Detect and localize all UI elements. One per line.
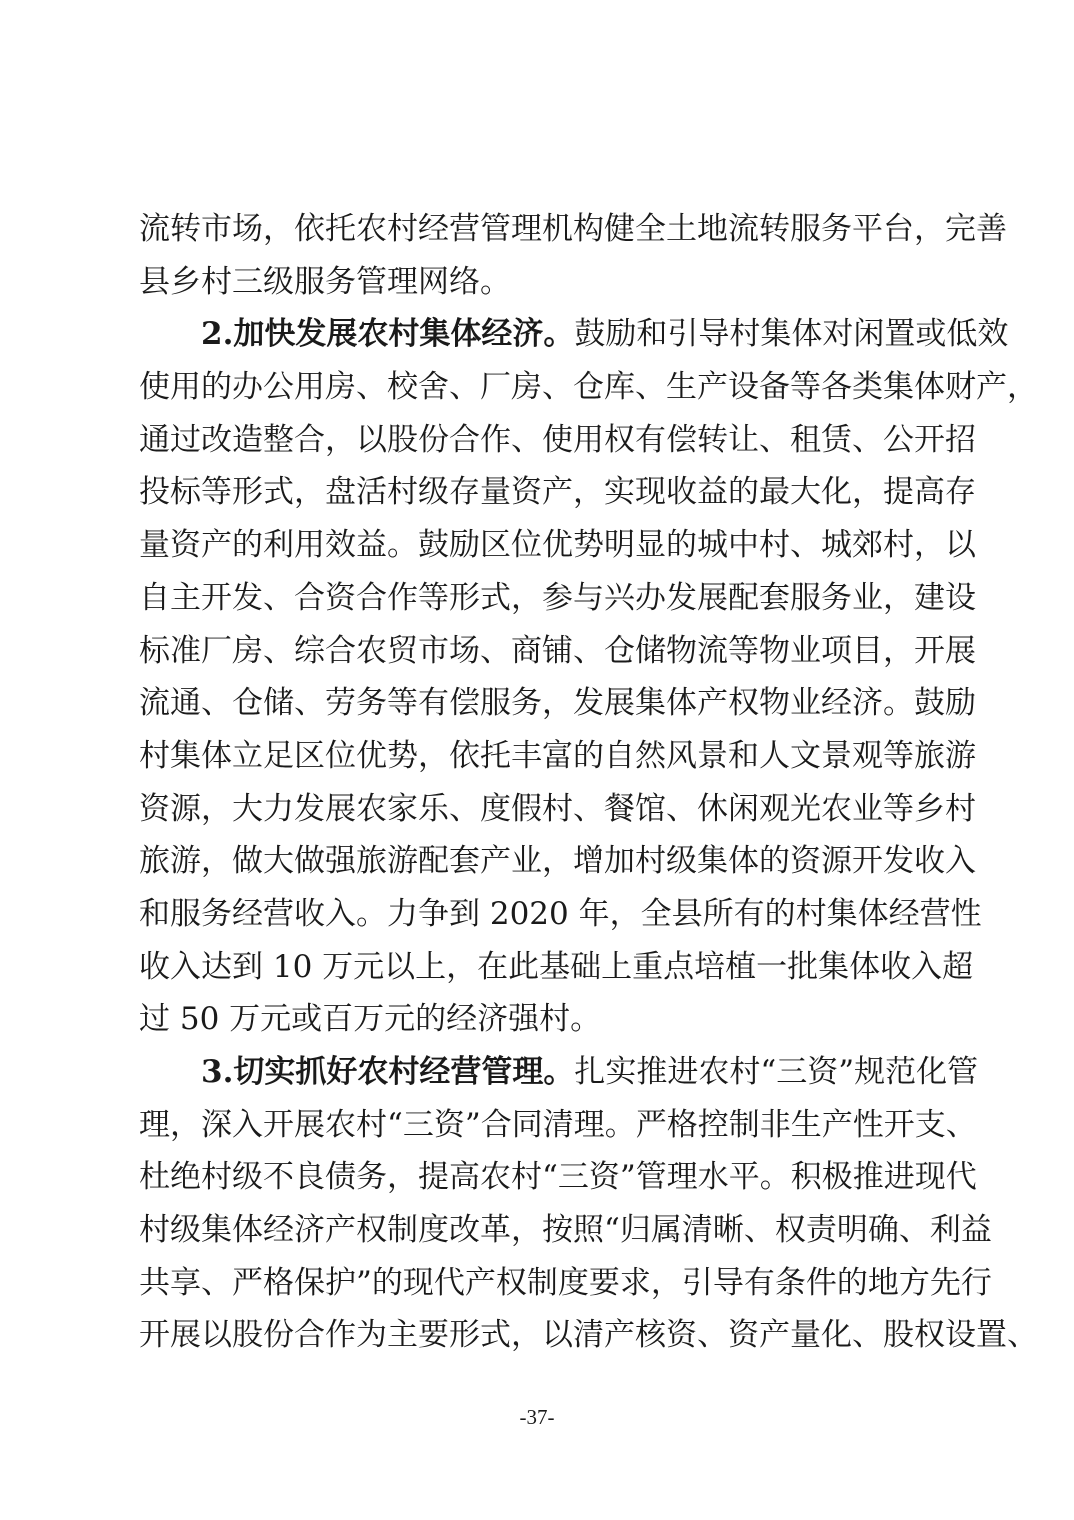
text-line: [139, 730, 976, 783]
line-text: 使用的办公用房、校舍、厂房、仓库、生产设备等各类集体财产，: [139, 369, 1038, 406]
line-text: 自主开发、合资合作等形式，参与兴办发展配套服务业，建设: [139, 579, 976, 616]
text-line: [139, 519, 976, 572]
text-line: [139, 466, 976, 519]
text-line: [139, 1099, 977, 1152]
line-text: 流转市场，依托农村经营管理机构健全土地流转服务平台，完善: [139, 211, 1007, 247]
line-text: 过 50 万元或百万元的经济强村。: [139, 1001, 602, 1038]
line-text: 村集体立足区位优势，依托丰富的自然风景和人文景观等旅游: [139, 737, 976, 774]
text-line: [139, 361, 1038, 414]
line-text: 流通、仓储、劳务等有偿服务，发展集体产权物业经济。鼓励: [139, 685, 976, 722]
section-heading: 2.加快发展农村集体经济。: [201, 316, 575, 353]
line-text: 量资产的利用效益。鼓励区位优势明显的城中村、城郊村，以: [139, 527, 976, 564]
line-text: 开展以股份合作为主要形式，以清产核资、资产量化、股权设置、: [139, 1317, 1038, 1354]
text-line: [139, 993, 939, 1046]
text-line: [139, 203, 1007, 256]
text-line: [139, 1151, 977, 1204]
text-line: [139, 888, 982, 941]
line-text: 理，深入开展农村“三资”合同清理。严格控制非生产性开支、: [139, 1106, 977, 1143]
text-line: [139, 835, 976, 888]
page-number: -37-: [519, 1405, 555, 1429]
body-text: [139, 203, 1038, 1362]
line-text: 和服务经营收入。力争到 2020 年，全县所有的村集体经营性: [139, 895, 982, 932]
line-text: 标准厂房、综合农贸市场、商铺、仓储物流等物业项目，开展: [139, 632, 976, 669]
line-text: 鼓励和引导村集体对闲置或低效: [574, 316, 1009, 353]
section-heading: 3.切实抓好农村经营管理。: [201, 1054, 575, 1090]
text-line: [139, 1309, 1038, 1362]
paragraph-start-line: [139, 308, 1009, 361]
text-line: [139, 1204, 992, 1257]
line-text: 投标等形式，盘活村级存量资产，实现收益的最大化，提高存: [139, 474, 976, 511]
text-line: [139, 1257, 992, 1310]
line-text: 旅游，做大做强旅游配套产业，增加村级集体的资源开发收入: [139, 843, 976, 880]
line-text: 共享、严格保护”的现代产权制度要求，引导有条件的地方先行: [139, 1264, 992, 1301]
text-line: [139, 625, 976, 678]
line-text: 县乡村三级服务管理网络。: [139, 263, 511, 300]
line-text: 资源，大力发展农家乐、度假村、餐馆、休闲观光农业等乡村: [139, 790, 976, 827]
line-text: 通过改造整合，以股份合作、使用权有偿转让、租赁、公开招: [139, 421, 976, 458]
line-text: 扎实推进农村“三资”规范化管: [574, 1054, 979, 1090]
text-line: [139, 941, 974, 994]
text-line: [139, 414, 976, 467]
line-text: 杜绝村级不良债务，提高农村“三资”管理水平。积极推进现代: [139, 1159, 977, 1196]
text-line: [139, 783, 976, 836]
paragraph-start-line: [139, 1046, 979, 1099]
text-line: [139, 572, 976, 625]
line-text: 村级集体经济产权制度改革，按照“归属清晰、权责明确、利益: [139, 1212, 992, 1249]
line-text: 收入达到 10 万元以上，在此基础上重点培植一批集体收入超: [139, 948, 974, 985]
text-line: [139, 256, 939, 309]
text-line: [139, 677, 976, 730]
